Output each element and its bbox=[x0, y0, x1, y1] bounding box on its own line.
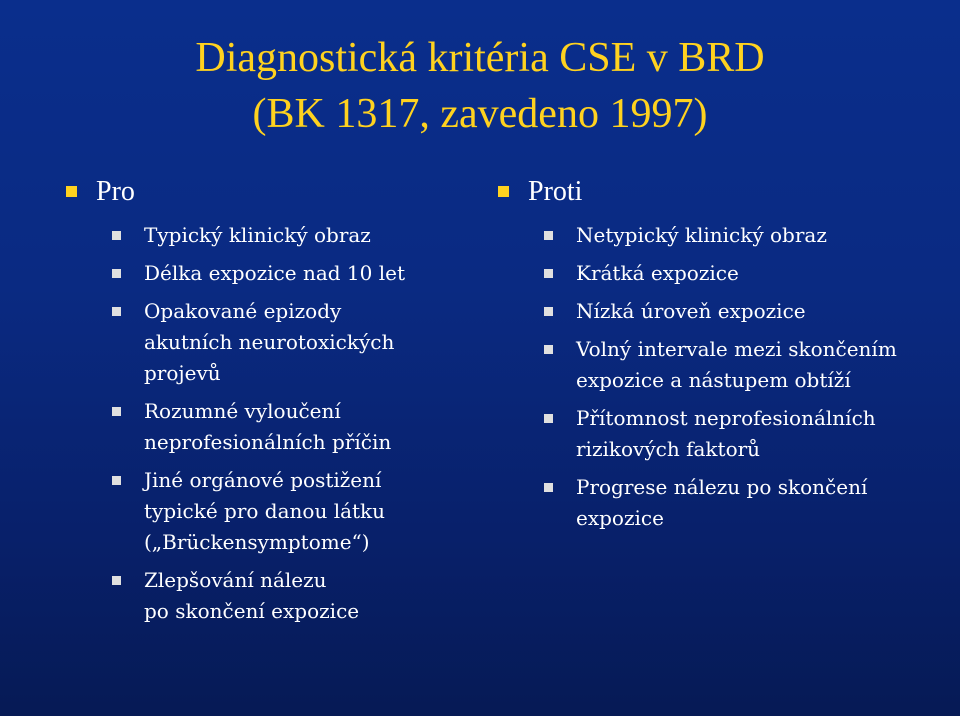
list-item-line: expozice bbox=[576, 506, 664, 530]
square-bullet-icon bbox=[544, 307, 553, 316]
list-item-text bbox=[144, 258, 466, 289]
list-item-text bbox=[576, 334, 938, 396]
list-item-line: („Brückensymptome“) bbox=[144, 530, 370, 554]
square-bullet-icon bbox=[498, 186, 509, 197]
list-item-line: Délka expozice nad 10 let bbox=[144, 261, 405, 285]
list-item-text bbox=[144, 465, 466, 558]
list-item-text bbox=[144, 220, 466, 251]
pro-list bbox=[66, 220, 466, 627]
list-item bbox=[66, 565, 466, 627]
list-item-line: Přítomnost neprofesionálních bbox=[576, 406, 876, 430]
square-bullet-icon bbox=[112, 307, 121, 316]
list-item-text bbox=[576, 258, 938, 289]
square-bullet-icon bbox=[544, 483, 553, 492]
list-item-line: typické pro danou látku bbox=[144, 499, 386, 523]
list-item bbox=[498, 258, 938, 289]
square-bullet-icon bbox=[112, 476, 121, 485]
list-item-line: Zlepšování nálezu bbox=[144, 568, 327, 592]
square-bullet-icon bbox=[544, 414, 553, 423]
list-item-line: akutních neurotoxických bbox=[144, 330, 395, 354]
list-item bbox=[66, 220, 466, 251]
list-item-line: neprofesionálních příčin bbox=[144, 430, 392, 454]
list-item bbox=[498, 334, 938, 396]
list-item-line: Progrese nálezu po skončení bbox=[576, 475, 868, 499]
square-bullet-icon bbox=[544, 269, 553, 278]
list-item-text bbox=[576, 403, 938, 465]
square-bullet-icon bbox=[112, 269, 121, 278]
square-bullet-icon bbox=[112, 231, 121, 240]
list-item bbox=[66, 396, 466, 458]
list-item bbox=[66, 465, 466, 558]
list-item-text bbox=[576, 296, 938, 327]
list-item bbox=[498, 472, 938, 534]
list-item-line: Volný intervale mezi skončením bbox=[576, 337, 897, 361]
square-bullet-icon bbox=[112, 576, 121, 585]
square-bullet-icon bbox=[544, 231, 553, 240]
square-bullet-icon bbox=[112, 407, 121, 416]
list-item-line: Rozumné vyloučení bbox=[144, 399, 341, 423]
list-item-line: rizikových faktorů bbox=[576, 437, 761, 461]
list-item-line: Netypický klinický obraz bbox=[576, 223, 827, 247]
pro-column bbox=[66, 172, 466, 634]
list-item bbox=[66, 258, 466, 289]
list-item-line: projevů bbox=[144, 361, 221, 385]
list-item-text bbox=[144, 565, 466, 627]
proti-heading bbox=[498, 172, 938, 212]
list-item bbox=[498, 220, 938, 251]
proti-list bbox=[498, 220, 938, 534]
list-item-line: Jiné orgánové postižení bbox=[144, 468, 382, 492]
list-item bbox=[498, 296, 938, 327]
list-item-text bbox=[576, 472, 938, 534]
list-item bbox=[66, 296, 466, 389]
list-item-line: Nízká úroveň expozice bbox=[576, 299, 806, 323]
list-item-text bbox=[576, 220, 938, 251]
list-item-line: po skončení expozice bbox=[144, 599, 360, 623]
list-item-line: expozice a nástupem obtíží bbox=[576, 368, 851, 392]
square-bullet-icon bbox=[544, 345, 553, 354]
pro-heading-label: Pro bbox=[96, 176, 135, 207]
pro-heading bbox=[66, 172, 466, 212]
list-item-text bbox=[144, 296, 466, 389]
list-item-line: Krátká expozice bbox=[576, 261, 739, 285]
proti-heading-label: Proti bbox=[528, 176, 583, 207]
title-line-2: (BK 1317, zavedeno 1997) bbox=[252, 91, 708, 137]
list-item bbox=[498, 403, 938, 465]
list-item-line: Typický klinický obraz bbox=[144, 223, 371, 247]
slide-title bbox=[0, 30, 960, 142]
proti-column bbox=[498, 172, 938, 541]
list-item-text bbox=[144, 396, 466, 458]
square-bullet-icon bbox=[66, 186, 77, 197]
title-line-1: Diagnostická kritéria CSE v BRD bbox=[195, 35, 765, 81]
list-item-line: Opakované epizody bbox=[144, 299, 342, 323]
